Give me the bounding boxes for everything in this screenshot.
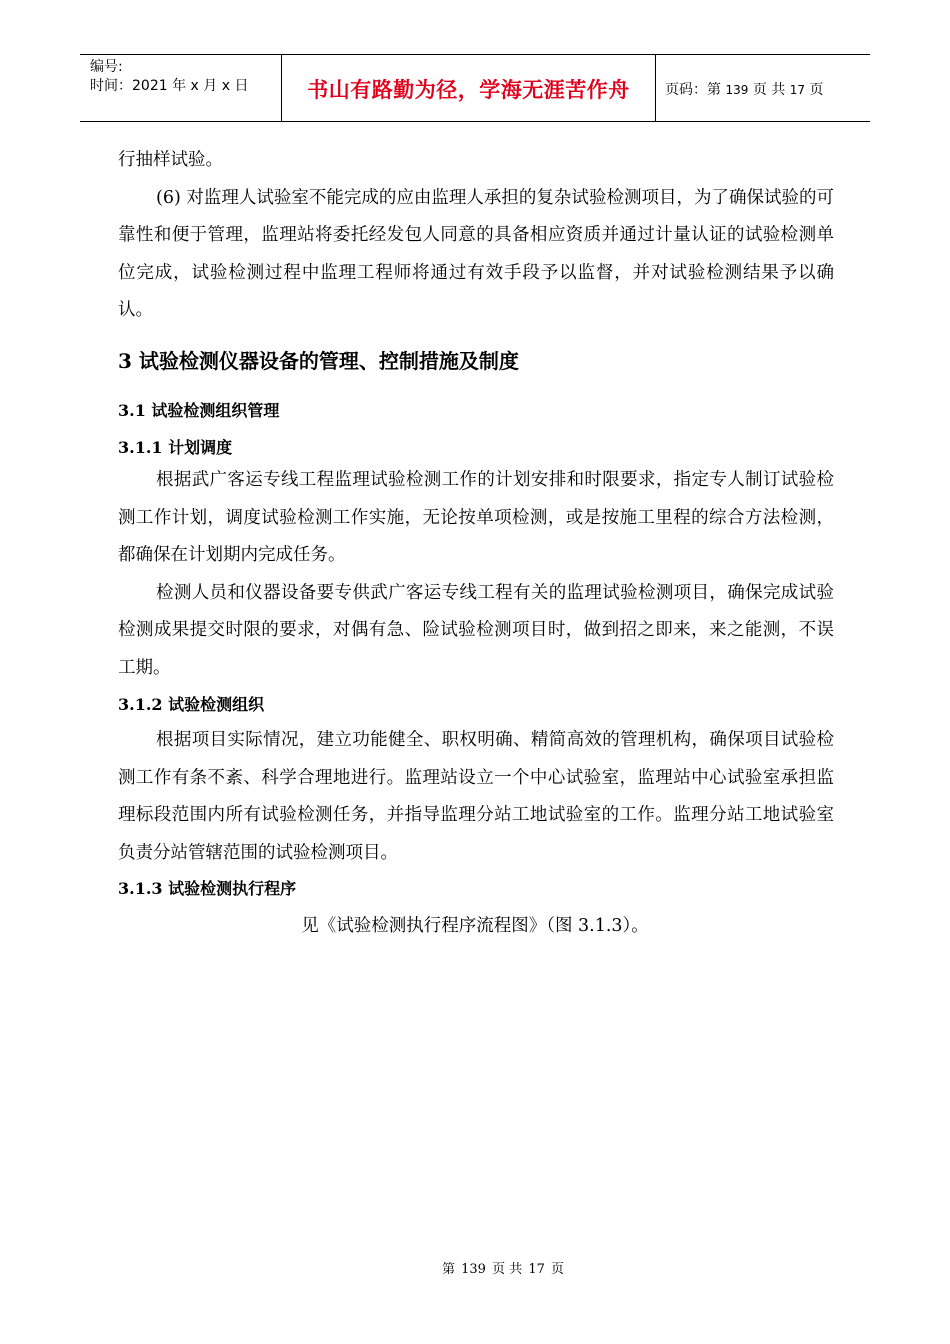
header-page-number: 139 xyxy=(725,83,749,97)
footer-prefix: 第 xyxy=(441,1262,455,1277)
document-number-label: 编号: xyxy=(90,59,123,75)
figure-reference: 见《试验检测执行程序流程图》（图 3.1.3）。 xyxy=(301,916,649,936)
header-page-prefix: 页码：第 xyxy=(665,82,721,98)
header-info xyxy=(90,58,248,96)
header-page-mid: 页 共 xyxy=(752,82,786,98)
section-heading-3-1-2: 3.1.2 试验检测组织 xyxy=(118,695,265,714)
page-header xyxy=(80,54,870,122)
footer-page-number: 139 xyxy=(461,1262,486,1277)
body-paragraph xyxy=(118,142,834,330)
section-heading-3-1: 3.1 试验检测组织管理 xyxy=(118,401,280,420)
section-heading-3-1-3: 3.1.3 试验检测执行程序 xyxy=(118,879,297,898)
section-heading-3-1-1: 3.1.1 计划调度 xyxy=(118,438,233,457)
footer-mid: 页 共 xyxy=(492,1262,523,1277)
footer-suffix: 页 xyxy=(551,1262,565,1277)
page-footer xyxy=(0,1258,950,1277)
footer-page-total: 17 xyxy=(528,1262,545,1277)
header-page-suffix: 页 xyxy=(809,82,824,98)
document-date: 时间：2021 年 x 月 x 日 xyxy=(90,78,249,94)
body-paragraph xyxy=(118,722,834,872)
paragraph-continuation: 行抽样试验。 xyxy=(118,150,223,170)
body-paragraph xyxy=(118,462,834,687)
paragraph-plan-scheduling: 根据武广客运专线工程监理试验检测工作的计划安排和时限要求，指定专人制订试验检测工作计划，调度试验检测工作实施，无论按单项检测，或是按施工里程的综合方法检测，都确保在计划期内完成任务。 xyxy=(118,470,834,565)
paragraph-item-6: (6) 对监理人试验室不能完成的应由监理人承担的复杂试验检测项目，为了确保试验的可靠性和便于管理，监理站将委托经发包人同意的具备相应资质并通过计量认证的试验检测单位完成，试验检测过程中监理工程师将通过有效手段予以监督，并对试验检测结果予以确认。 xyxy=(118,187,834,320)
header-page-total: 17 xyxy=(789,83,805,97)
header-divider xyxy=(655,55,656,121)
paragraph-organization: 根据项目实际情况，建立功能健全、职权明确、精简高效的管理机构，确保项目试验检测工作有条不紊、科学合理地进行。监理站设立一个中心试验室，监理站中心试验室承担监理标段范围内所有试验检测任务，并指导监理分站工地试验室的工作。监理分站工地试验室负责分站管辖范围的试验检测项目。 xyxy=(118,730,834,863)
header-motto: 书山有路勤为径，学海无涯苦作舟 xyxy=(307,78,630,102)
section-heading-3: 3 试验检测仪器设备的管理、控制措施及制度 xyxy=(118,349,519,373)
paragraph-personnel-equipment: 检测人员和仪器设备要专供武广客运专线工程有关的监理试验检测项目，确保完成试验检测成果提交时限的要求，对偶有急、险试验检测项目时，做到招之即来，来之能测，不误工期。 xyxy=(118,582,834,678)
header-page-indicator xyxy=(665,79,823,99)
